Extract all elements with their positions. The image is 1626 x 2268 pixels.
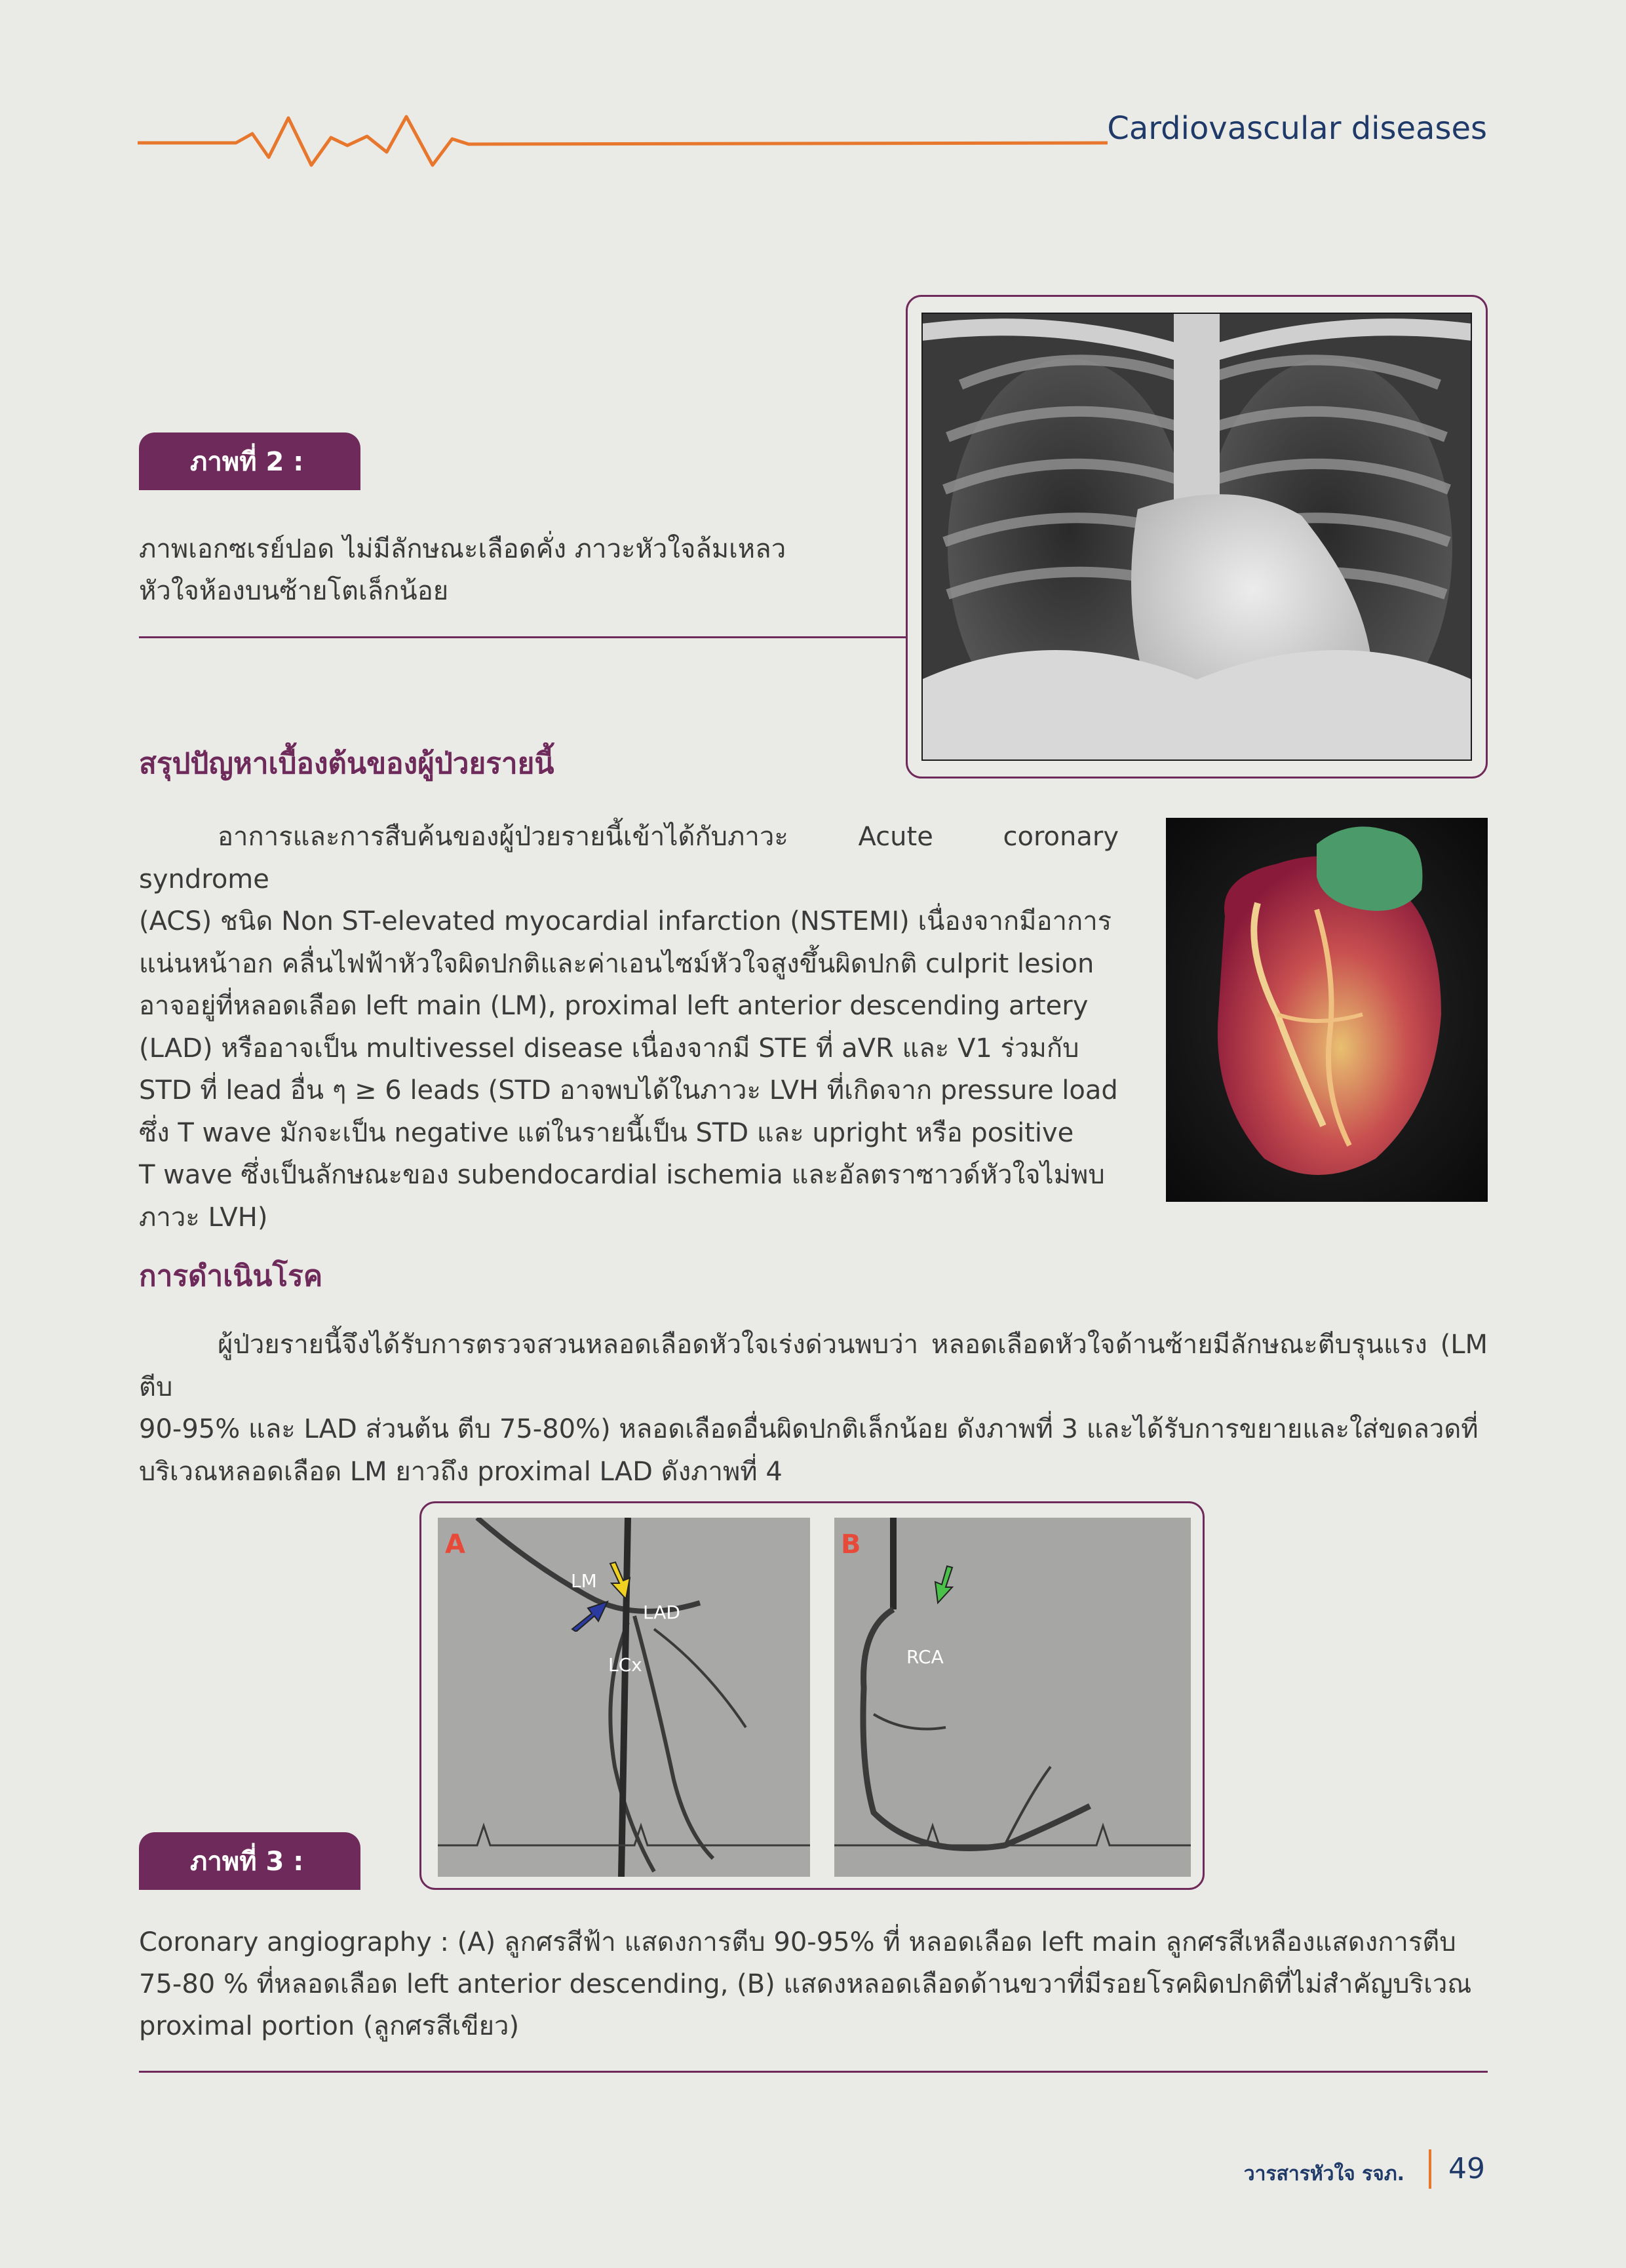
figure2-divider bbox=[139, 636, 907, 638]
course-line: บริเวณหลอดเลือด LM ยาวถึง proximal LAD ดังภาพที่ 4 bbox=[139, 1456, 783, 1487]
footer-journal: วารสารหัวใจ รจภ. bbox=[1243, 2162, 1404, 2185]
course-line: ผู้ป่วยรายนี้จึงได้รับการตรวจสวนหลอดเลือดหัวใจเร่งด่วนพบว่า หลอดเลือดหัวใจด้านซ้ายมีลักษณะตีบรุนแรง (LM ตีบ bbox=[139, 1330, 1488, 1402]
page-number: 49 bbox=[1448, 2152, 1485, 2185]
heartbeat-line-icon bbox=[138, 111, 1108, 170]
summary-line: อาจอยู่ที่หลอดเลือด left main (LM), proximal left anterior descending artery bbox=[139, 991, 1089, 1021]
heart-3d-image bbox=[1166, 818, 1488, 1202]
figure3-caption-line: Coronary angiography : (A) ลูกศรสีฟ้า แสดงการตีบ 90-95% ที่ หลอดเลือด left main ลูกศรสีเหลืองแสดงการตีบ bbox=[139, 1927, 1456, 1957]
panel-b-letter: B bbox=[841, 1529, 861, 1560]
green-arrow-icon bbox=[933, 1565, 961, 1604]
angiography-frame bbox=[419, 1501, 1205, 1890]
summary-line: ภาวะ LVH) bbox=[139, 1202, 268, 1233]
figure2-label-text: ภาพที่ 2 : bbox=[190, 447, 304, 477]
summary-line: (ACS) ชนิด Non ST-elevated myocardial infarction (NSTEMI) เนื่องจากมีอาการ bbox=[139, 906, 1112, 936]
figure2-label bbox=[139, 432, 360, 490]
summary-line: อาการและการสืบค้นของผู้ป่วยรายนี้เข้าได้กับภาวะ Acute coronary syndrome bbox=[139, 822, 1119, 894]
angiography-panel-b bbox=[834, 1518, 1191, 1877]
summary-line: ซึ่ง T wave มักจะเป็น negative แต่ในรายนี้เป็น STD และ upright หรือ positive bbox=[139, 1117, 1074, 1148]
figure3-caption bbox=[139, 1921, 1488, 2047]
label-lad: LAD bbox=[643, 1602, 680, 1623]
figure3-divider bbox=[139, 2071, 1488, 2073]
xray-frame bbox=[906, 295, 1488, 778]
summary-line: STD ที่ lead อื่น ๆ ≥ 6 leads (STD อาจพบได้ในภาวะ LVH ที่เกิดจาก pressure load bbox=[139, 1075, 1118, 1105]
figure3-label-text: ภาพที่ 3 : bbox=[190, 1847, 304, 1877]
course-line: 90-95% และ LAD ส่วนต้น ตีบ 75-80%) หลอดเลือดอื่นผิดปกติเล็กน้อย ดังภาพที่ 3 และได้รับการขยายและใส่ขดลวดที่ bbox=[139, 1414, 1479, 1444]
figure3-caption-line: proximal portion (ลูกศรสีเขียว) bbox=[139, 2011, 520, 2041]
course-paragraph bbox=[139, 1324, 1488, 1493]
summary-line: (LAD) หรืออาจเป็น multivessel disease เนื่องจากมี STE ที่ aVR และ V1 ร่วมกับ bbox=[139, 1033, 1079, 1064]
header-title: Cardiovascular diseases bbox=[1107, 110, 1487, 147]
chest-xray-image bbox=[921, 313, 1472, 761]
figure2-caption-line: หัวใจห้องบนซ้ายโตเล็กน้อย bbox=[139, 576, 449, 606]
summary-line: แน่นหน้าอก คลื่นไฟฟ้าหัวใจผิดปกติและค่าเอนไซม์หัวใจสูงขึ้นผิดปกติ culprit lesion bbox=[139, 948, 1094, 979]
footer-separator bbox=[1429, 2149, 1431, 2189]
figure2-caption bbox=[139, 528, 893, 612]
panel-a-letter: A bbox=[445, 1529, 465, 1560]
figure3-label bbox=[139, 1832, 360, 1890]
figure3-caption-line: 75-80 % ที่หลอดเลือด left anterior descending, (B) แสดงหลอดเลือดด้านขวาที่มีรอยโรคผิดปกติที่ไม่สำคัญบริเวณ bbox=[139, 1969, 1472, 1999]
summary-heading: สรุปปัญหาเบื้องต้นของผู้ป่วยรายนี้ bbox=[139, 747, 554, 780]
label-lm: LM bbox=[571, 1570, 597, 1592]
figure2-caption-line: ภาพเอกซเรย์ปอด ไม่มีลักษณะเลือดคั่ง ภาวะหัวใจล้มเหลว bbox=[139, 534, 786, 564]
label-lcx: LCx bbox=[608, 1654, 642, 1676]
blue-arrow-icon bbox=[570, 1599, 609, 1632]
summary-paragraph bbox=[139, 816, 1119, 1239]
summary-line: T wave ซึ่งเป็นลักษณะของ subendocardial ischemia และอัลตราซาวด์หัวใจไม่พบ bbox=[139, 1160, 1105, 1190]
yellow-arrow-icon bbox=[606, 1561, 635, 1600]
label-rca: RCA bbox=[906, 1646, 944, 1668]
course-heading: การดำเนินโรค bbox=[139, 1259, 323, 1293]
